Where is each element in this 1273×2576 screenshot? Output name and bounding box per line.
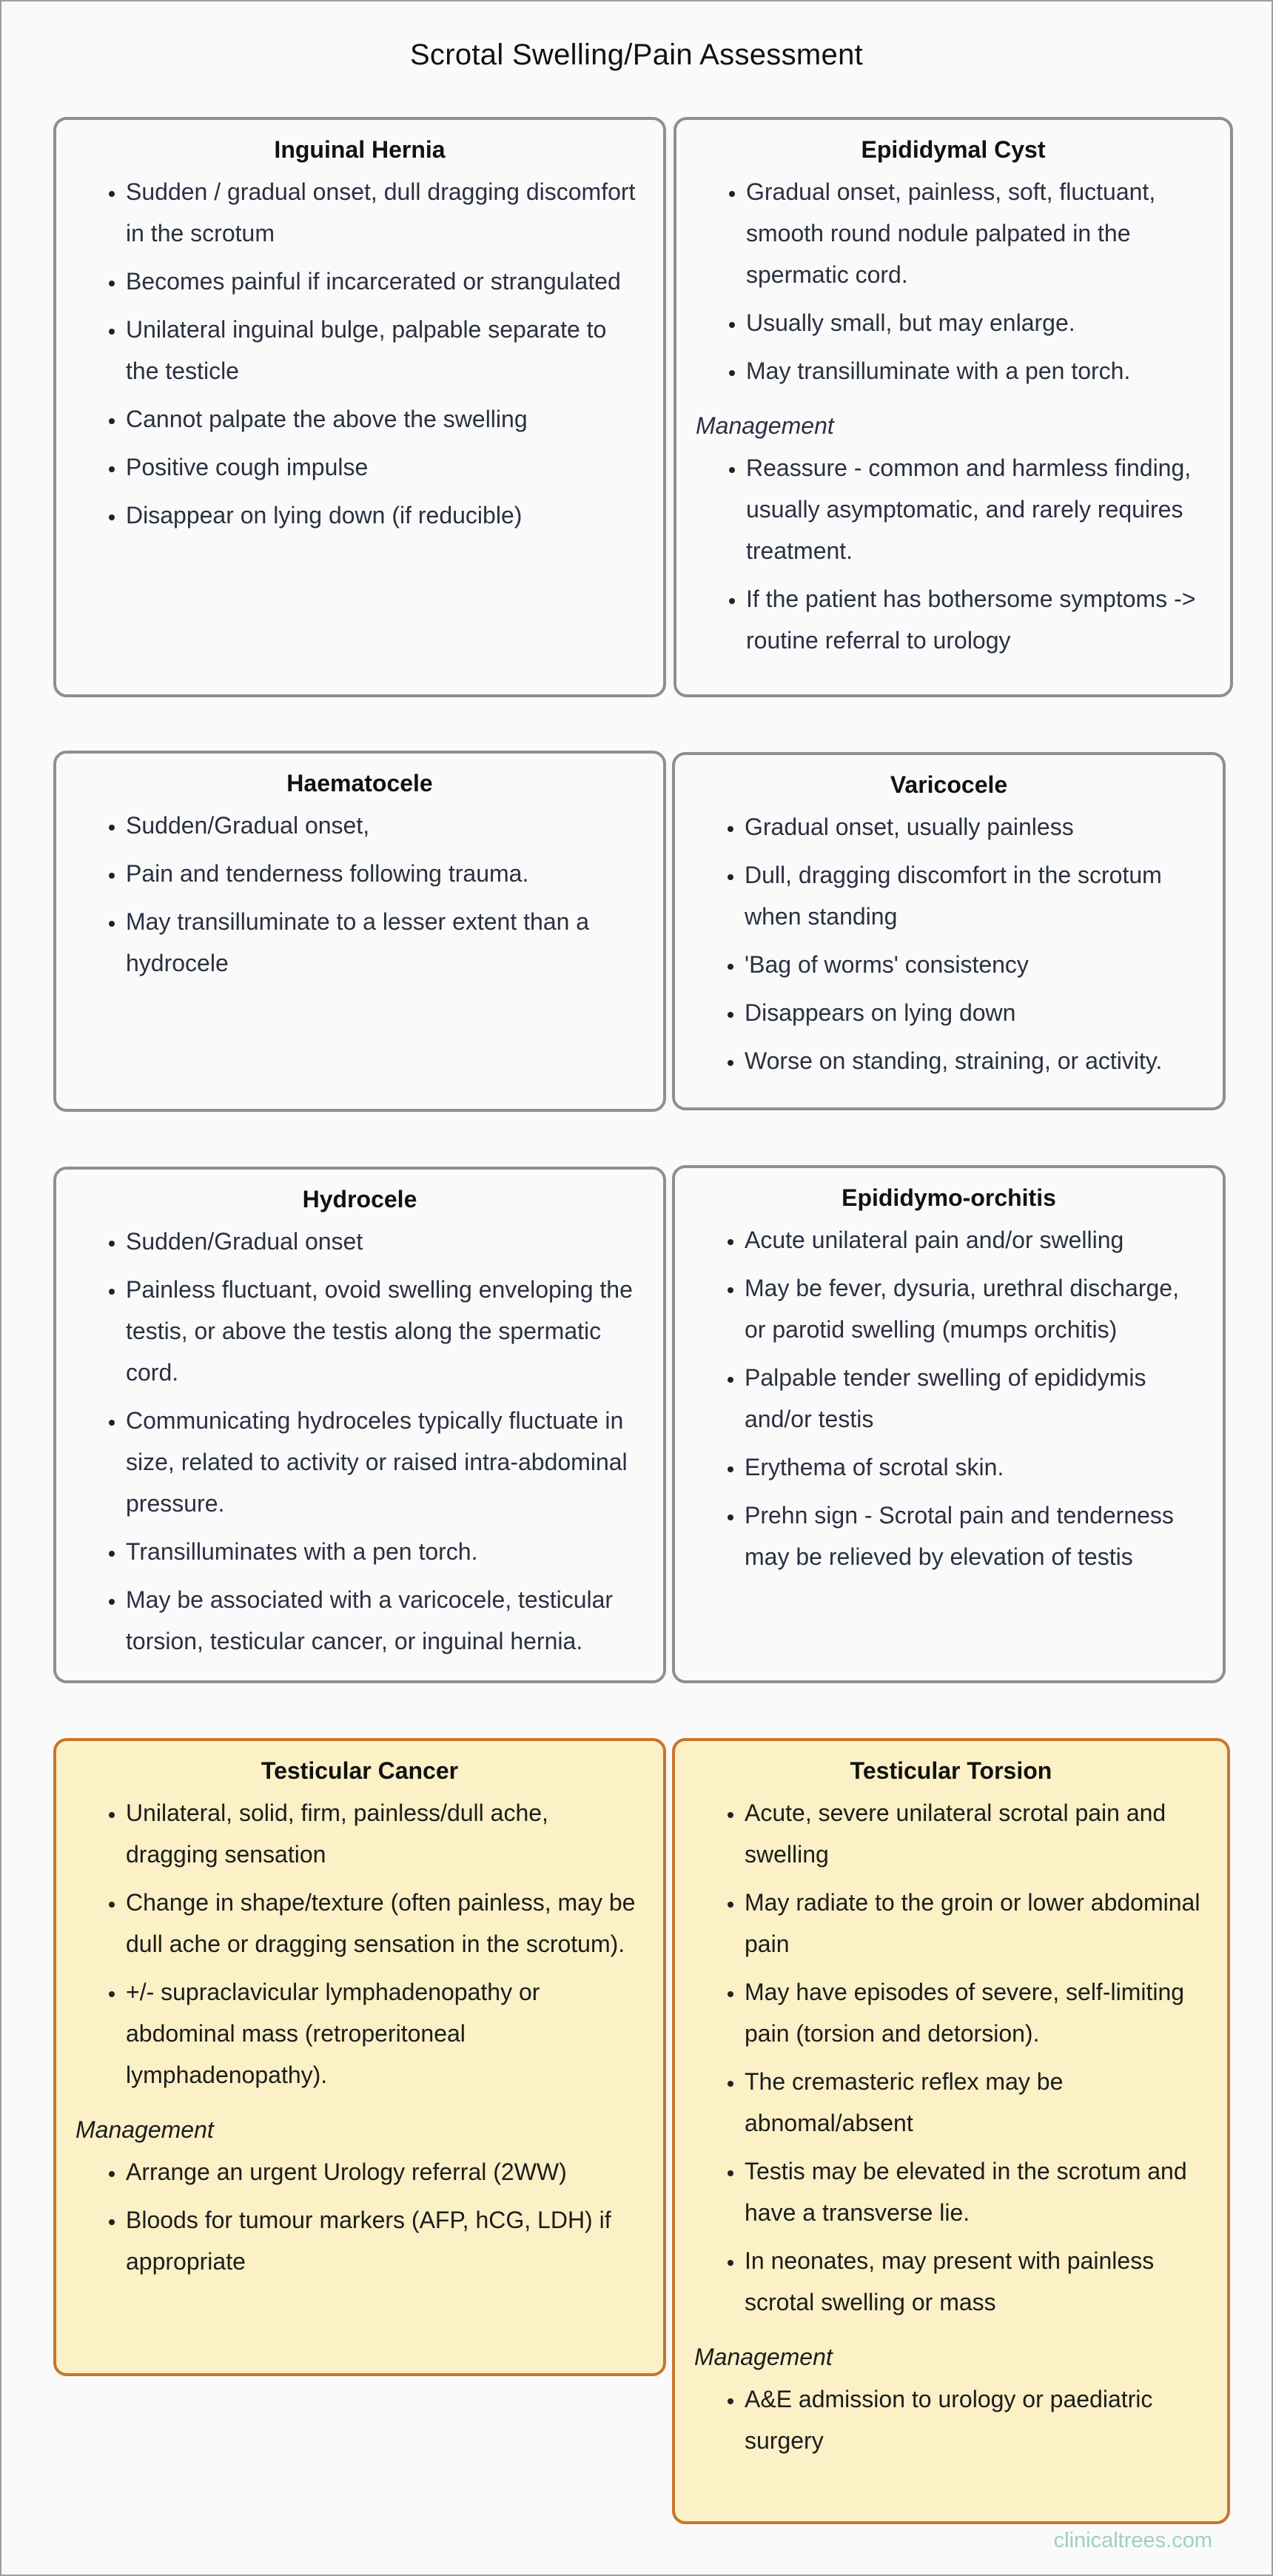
list-item: • May have episodes of severe, self-limiting pain (torsion and detorsion).: [745, 1971, 1203, 2054]
management-list: [676, 447, 1230, 661]
card-testicular-torsion: [672, 1738, 1230, 2524]
site-footer: clinicaltrees.com: [1053, 2529, 1212, 2552]
list-item: • 'Bag of worms' consistency: [745, 944, 1199, 985]
list-item: • Erythema of scrotal skin.: [745, 1446, 1199, 1488]
card-haematocele: [53, 751, 666, 1112]
list-item: • Cannot palpate the above the swelling: [126, 398, 639, 440]
card-epididymo-orchitis: [672, 1165, 1226, 1683]
list-item: • In neonates, may present with painless scrotal swelling or mass: [745, 2240, 1203, 2323]
card-title: Hydrocele: [302, 1186, 417, 1212]
card-varicocele: [672, 752, 1226, 1110]
card-title: Epididymo-orchitis: [842, 1184, 1056, 1211]
list-item: • Arrange an urgent Urology referral (2WW): [126, 2151, 639, 2193]
feature-list: [56, 171, 663, 536]
list-item: • Unilateral, solid, firm, painless/dull ache, dragging sensation: [126, 1792, 639, 1875]
management-list: [675, 2378, 1227, 2461]
list-item: • Painless fluctuant, ovoid swelling enveloping the testis, or above the testis along the spermatic cord.: [126, 1269, 639, 1393]
list-item: • Usually small, but may enlarge.: [746, 302, 1206, 343]
management-heading: Management: [694, 2344, 833, 2370]
card-title: Inguinal Hernia: [274, 136, 446, 163]
feature-list: [675, 1792, 1227, 2323]
management-list: [56, 2151, 663, 2282]
feature-list: [56, 1221, 663, 1662]
card-inguinal-hernia: [53, 117, 666, 697]
management-heading: Management: [75, 2116, 214, 2143]
management-heading: Management: [696, 412, 834, 439]
list-item: • Sudden/Gradual onset: [126, 1221, 639, 1262]
list-item: • Pain and tenderness following trauma.: [126, 853, 639, 894]
list-item: • The cremasteric reflex may be abnomal/absent: [745, 2061, 1203, 2144]
feature-list: [56, 805, 663, 984]
card-testicular-cancer: [53, 1738, 666, 2376]
list-item: • Unilateral inguinal bulge, palpable separate to the testicle: [126, 309, 639, 392]
list-item: • Sudden/Gradual onset,: [126, 805, 639, 846]
list-item: • Sudden / gradual onset, dull dragging discomfort in the scrotum: [126, 171, 639, 254]
list-item: • May be associated with a varicocele, testicular torsion, testicular cancer, or inguinal hernia.: [126, 1579, 639, 1662]
list-item: • Bloods for tumour markers (AFP, hCG, LDH) if appropriate: [126, 2199, 639, 2282]
page-title: Scrotal Swelling/Pain Assessment: [409, 38, 864, 71]
feature-list: [675, 806, 1223, 1081]
list-item: • Acute, severe unilateral scrotal pain and swelling: [745, 1792, 1203, 1875]
card-title: Haematocele: [286, 770, 433, 796]
list-item: • A&E admission to urology or paediatric surgery: [745, 2378, 1203, 2461]
list-item: • Testis may be elevated in the scrotum and have a transverse lie.: [745, 2150, 1203, 2233]
card-title: Testicular Cancer: [261, 1757, 459, 1784]
list-item: • May be fever, dysuria, urethral discharge, or parotid swelling (mumps orchitis): [745, 1267, 1199, 1350]
feature-list: [675, 1219, 1223, 1577]
list-item: • Disappear on lying down (if reducible): [126, 494, 639, 536]
list-item: • Reassure - common and harmless finding, usually asymptomatic, and rarely requires treatment.: [746, 447, 1206, 571]
list-item: • May radiate to the groin or lower abdominal pain: [745, 1882, 1203, 1965]
list-item: • Gradual onset, painless, soft, fluctuant, smooth round nodule palpated in the spermatic cord.: [746, 171, 1206, 295]
list-item: • Change in shape/texture (often painless, may be dull ache or dragging sensation in the scrotum).: [126, 1882, 639, 1965]
card-epididymal-cyst: [674, 117, 1233, 697]
feature-list: [56, 1792, 663, 2096]
card-title: Varicocele: [890, 771, 1008, 798]
list-item: • Prehn sign - Scrotal pain and tenderness may be relieved by elevation of testis: [745, 1495, 1199, 1577]
feature-list: [676, 171, 1230, 392]
list-item: • Becomes painful if incarcerated or strangulated: [126, 261, 639, 302]
list-item: • Worse on standing, straining, or activity.: [745, 1040, 1199, 1081]
list-item: • Disappears on lying down: [745, 992, 1199, 1033]
card-hydrocele: [53, 1167, 666, 1683]
list-item: • If the patient has bothersome symptoms -> routine referral to urology: [746, 578, 1206, 661]
list-item: • Palpable tender swelling of epididymis and/or testis: [745, 1357, 1199, 1440]
list-item: • Positive cough impulse: [126, 446, 639, 488]
list-item: • Gradual onset, usually painless: [745, 806, 1199, 848]
list-item: • +/- supraclavicular lymphadenopathy or abdominal mass (retroperitoneal lymphadenopathy).: [126, 1971, 639, 2096]
list-item: • May transilluminate to a lesser extent than a hydrocele: [126, 901, 639, 984]
list-item: • Communicating hydroceles typically fluctuate in size, related to activity or raised intra-abdominal pressure.: [126, 1400, 639, 1524]
list-item: • Acute unilateral pain and/or swelling: [745, 1219, 1199, 1261]
list-item: • Dull, dragging discomfort in the scrotum when standing: [745, 854, 1199, 937]
list-item: • Transilluminates with a pen torch.: [126, 1531, 639, 1572]
card-title: Testicular Torsion: [850, 1757, 1052, 1784]
list-item: • May transilluminate with a pen torch.: [746, 350, 1206, 392]
card-title: Epididymal Cyst: [861, 136, 1046, 163]
